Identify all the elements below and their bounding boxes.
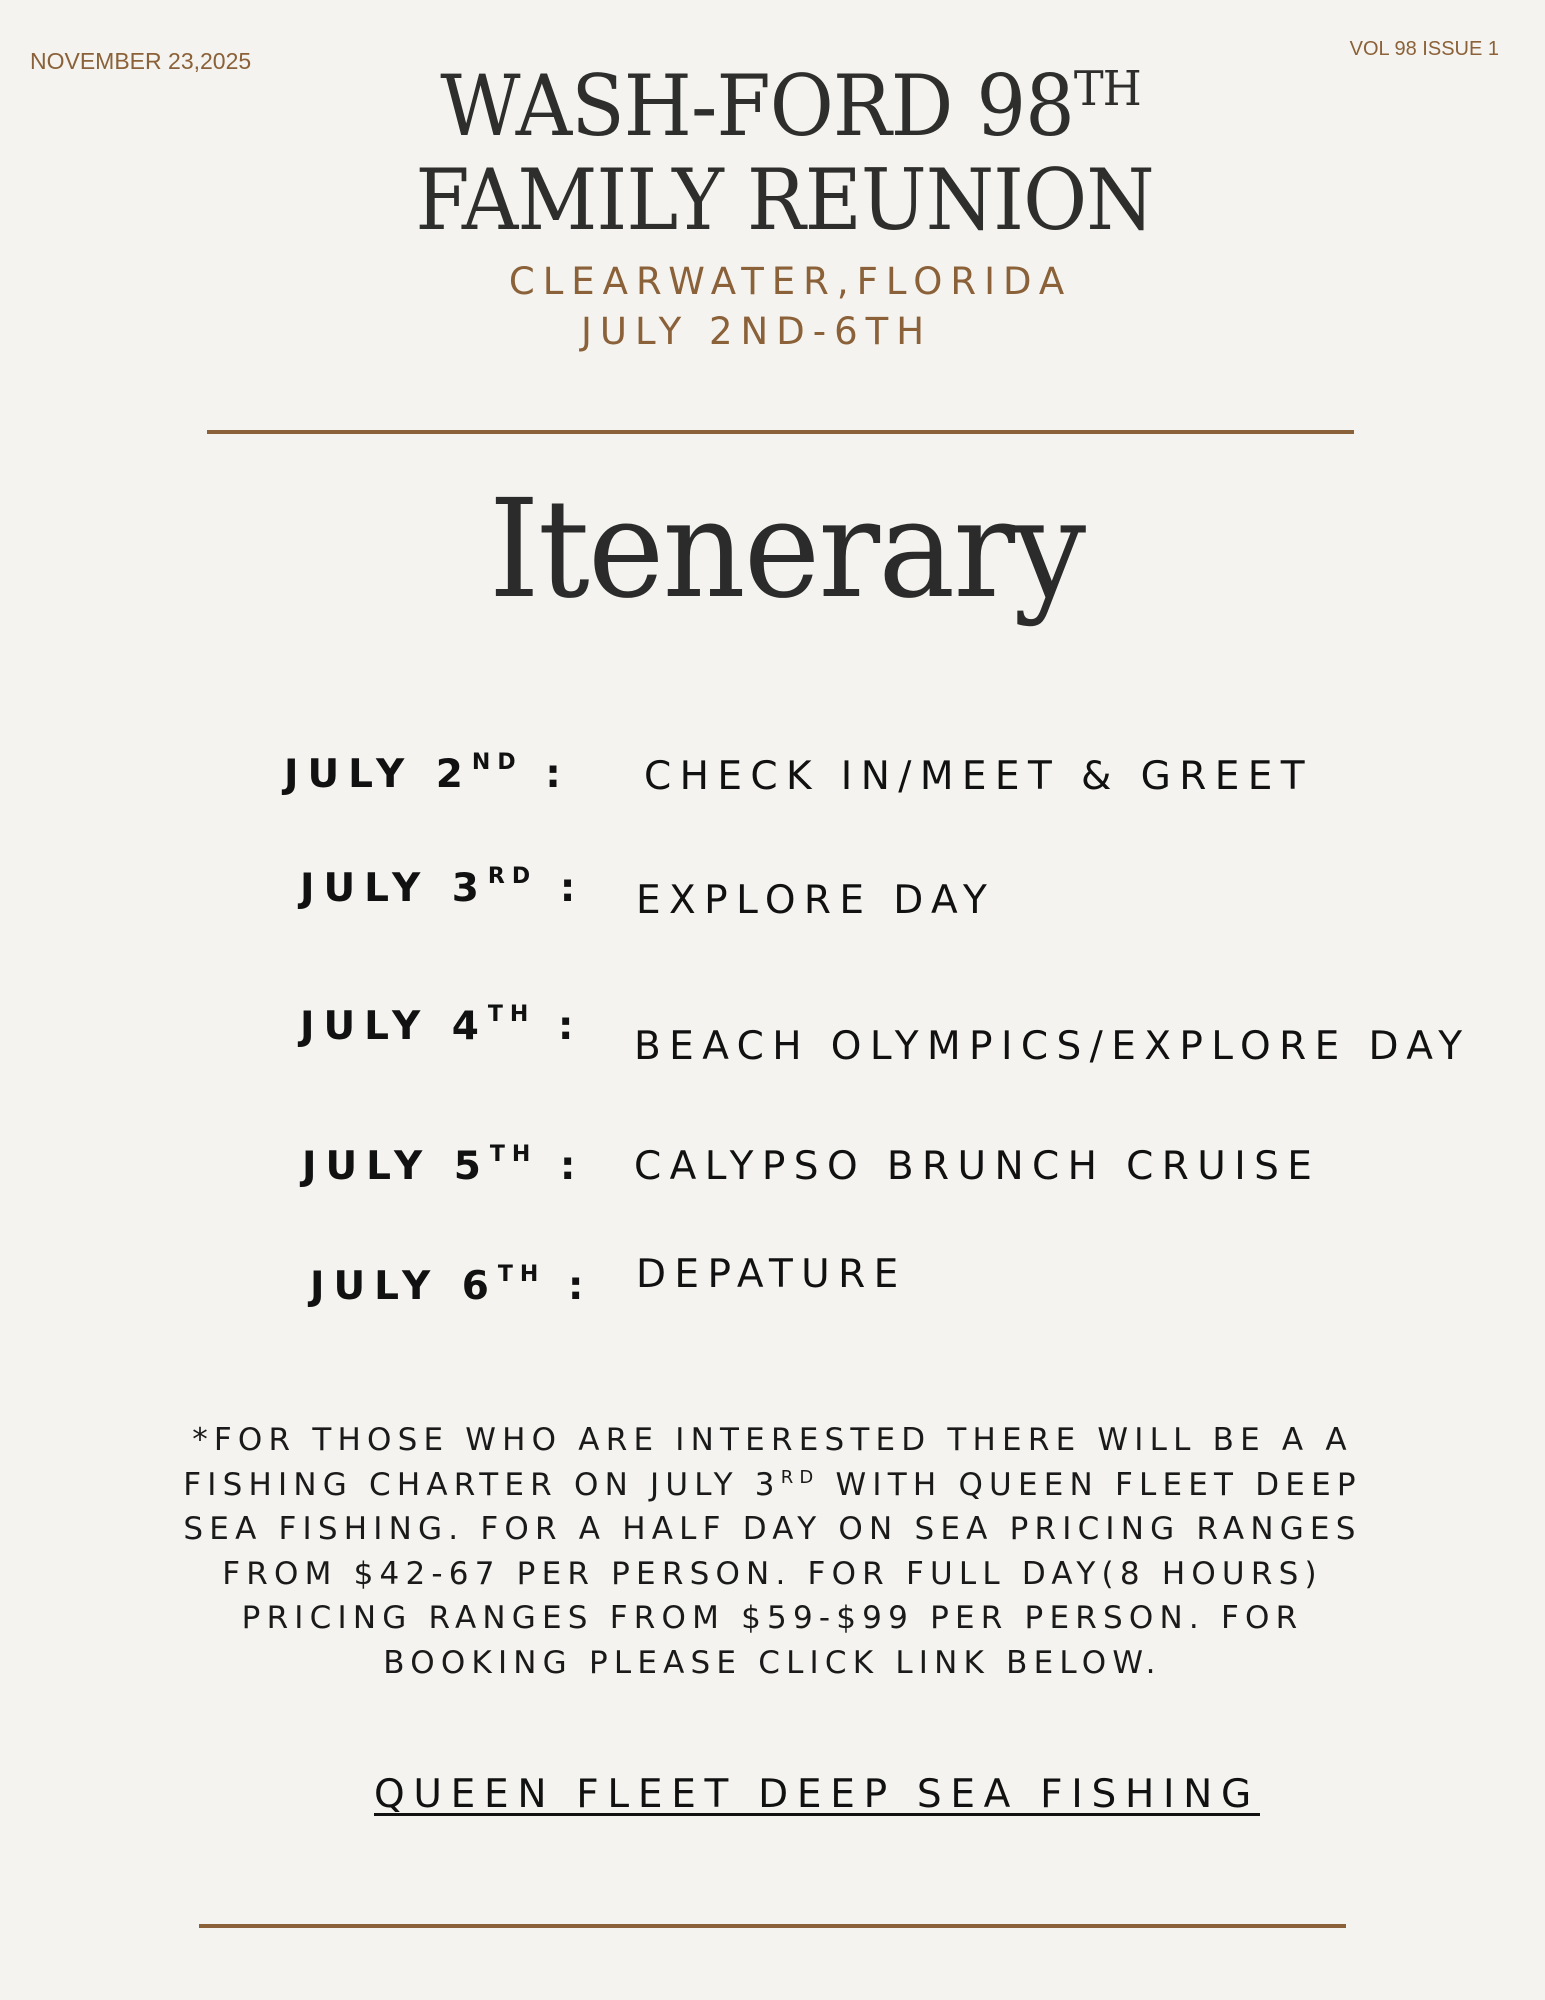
day-colon: : [567,1264,593,1309]
day-colon: : [559,1144,585,1189]
event-dates: JULY 2ND-6TH [580,310,933,353]
day-colon: : [545,752,570,797]
itinerary-event: CHECK IN/MEET & GREET [644,754,1314,799]
issue-date: NOVEMBER 23,2025 [30,48,252,74]
day-ordinal: RD [487,864,538,889]
itinerary-day [284,752,570,797]
day-ordinal: TH [497,1262,546,1287]
note-ordinal: RD [780,1466,820,1488]
title-ordinal: TH [1073,61,1141,117]
volume-issue: VOL 98 ISSUE 1 [1349,38,1499,60]
itinerary-heading: Itenerary [488,471,1085,629]
day-colon: : [557,1004,583,1049]
page-title-line2: FAMILY REUNION [415,151,1154,249]
divider-bottom [199,1924,1346,1928]
day-label: JULY 6 [310,1264,498,1309]
day-ordinal: ND [471,750,523,775]
itinerary-event: CALYPSO BRUNCH CRUISE [634,1144,1321,1189]
fishing-charter-note [150,1418,1395,1685]
itinerary-day [310,1264,593,1309]
itinerary-day [300,1004,583,1049]
booking-link[interactable]: QUEEN FLEET DEEP SEA FISHING [374,1772,1260,1817]
day-ordinal: TH [487,1002,536,1027]
itinerary-event: DEPATURE [636,1252,907,1297]
day-label: JULY 2 [284,752,472,797]
day-label: JULY 4 [300,1004,488,1049]
itinerary-day [300,866,584,911]
divider-top [207,430,1354,434]
title-text: WASH-FORD 98 [440,57,1074,155]
itinerary-event: BEACH OLYMPICS/EXPLORE DAY [634,1024,1471,1069]
day-ordinal: TH [489,1142,538,1167]
event-location: CLEARWATER,FLORIDA [508,260,1073,303]
itinerary-event: EXPLORE DAY [636,878,996,923]
day-label: JULY 5 [302,1144,490,1189]
page-title-line1 [72,58,1509,154]
itinerary-day [302,1144,585,1189]
day-label: JULY 3 [300,866,488,911]
note-text-2: WITH QUEEN FLEET DEEP SEA FISHING. FOR A HALF DAY ON SEA PRICING RANGES FROM $42-67 PER PERSON. FOR FULL DAY(8 HOURS) PRICING RANGES FROM $59-$99 PER PERSON. FOR BOOKING PLEASE CLICK LINK BELOW. [183,1466,1362,1681]
day-colon: : [559,866,585,911]
note-text-1: *FOR THOSE WHO ARE INTERESTED THERE WILL BE A A FISHING CHARTER ON JULY 3 [183,1422,1353,1503]
